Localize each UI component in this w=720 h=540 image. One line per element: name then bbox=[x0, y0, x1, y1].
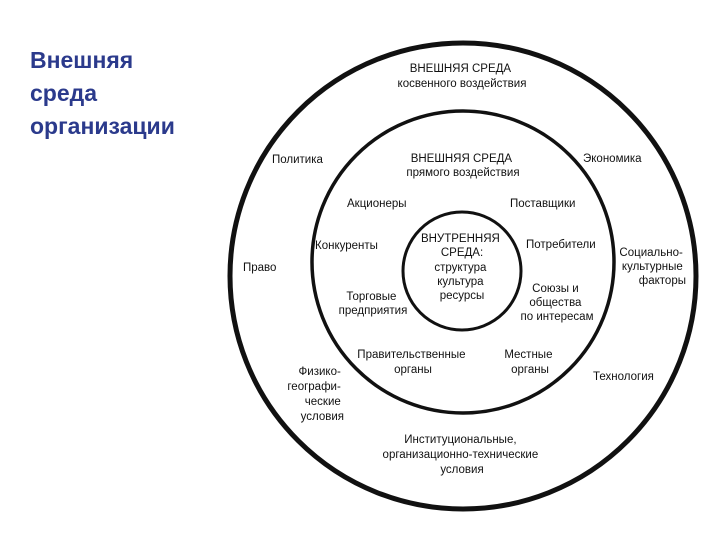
inner-items: структура культура ресурсы bbox=[434, 262, 487, 302]
factor-technology: Технология bbox=[593, 371, 654, 383]
factor-competitors: Конкуренты bbox=[315, 240, 378, 252]
factor-shareholders: Акционеры bbox=[347, 198, 407, 210]
factor-sociocultural: Социально- культурные факторы bbox=[619, 247, 686, 287]
factor-local-authorities: Местные органы bbox=[504, 349, 553, 376]
factor-institutional: Институциональные, организационно-технические условия bbox=[382, 434, 539, 476]
middle-heading: ВНЕШНЯЯ СРЕДА прямого воздействия bbox=[406, 153, 520, 179]
outer-heading: ВНЕШНЯЯ СРЕДА косвенного воздействия bbox=[397, 63, 527, 90]
factor-law: Право bbox=[243, 262, 277, 274]
factor-physical-geographic: Физико- географи- ческие условия bbox=[287, 366, 344, 423]
factor-consumers: Потребители bbox=[526, 239, 596, 251]
title-line: организации bbox=[30, 113, 175, 139]
factor-unions: Союзы и общества по интересам bbox=[520, 283, 594, 323]
factor-trade-enterprises: Торговые предприятия bbox=[338, 291, 408, 317]
factor-suppliers: Поставщики bbox=[510, 198, 576, 210]
factor-economy: Экономика bbox=[583, 153, 642, 165]
title-line: среда bbox=[30, 80, 98, 106]
inner-heading: ВНУТРЕННЯЯ СРЕДА: bbox=[420, 233, 500, 259]
factor-politics: Политика bbox=[272, 154, 323, 166]
factor-government: Правительственные органы bbox=[357, 349, 466, 376]
title-line: Внешняя bbox=[30, 47, 134, 73]
